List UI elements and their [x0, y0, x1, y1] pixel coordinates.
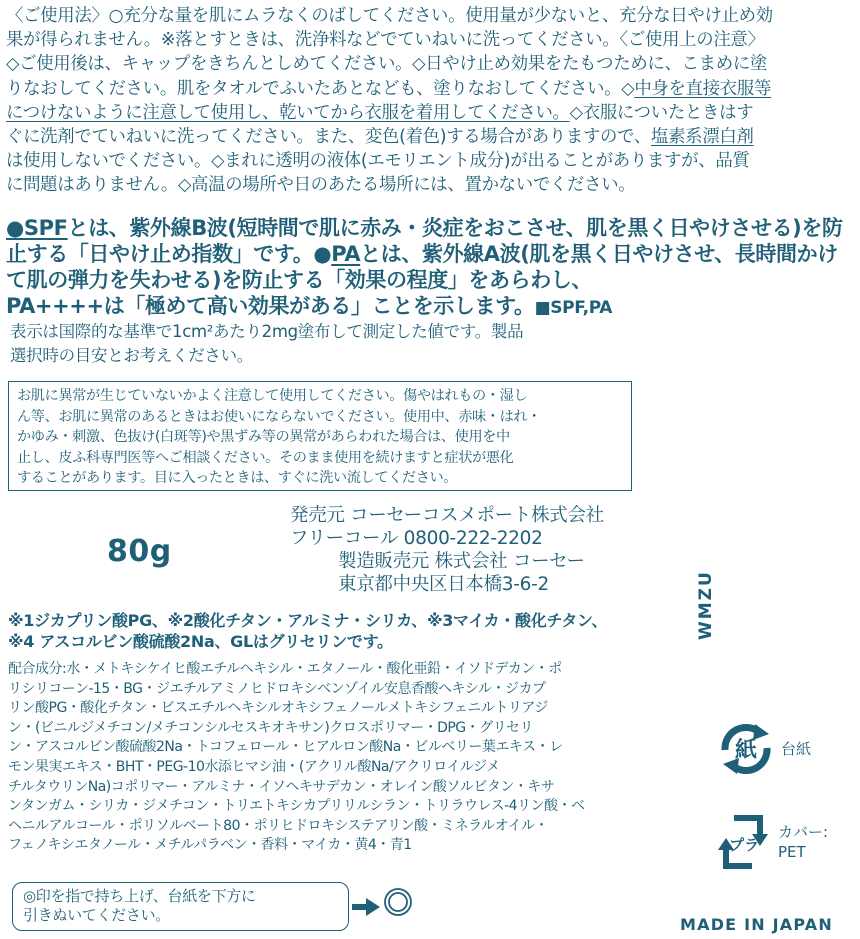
paper-mark-glyph: 紙: [734, 738, 758, 763]
paper-recycle-mark: [715, 720, 811, 778]
caution-line: することがあります。目に入ったときは、すぐに洗い流してください。: [17, 470, 458, 487]
caution-line: お肌に異常が生じていないかよく注意して使用してください。傷やはれもの・湿し: [17, 388, 528, 404]
usage-underlined-text: 塩素系漂白剤: [650, 127, 754, 148]
made-in-label: MADE IN JAPAN: [680, 915, 833, 934]
usage-line: ◇ご使用後は、キャップをきちんとしめてください。◇日やけ止め効果をたもつために、こまめに塗: [6, 54, 768, 75]
ingredients-line: ン・(ビニルジメチコン/メチコンシルセスキオキサン)クロスポリマー・DPG・グリセリ: [8, 719, 533, 736]
maker-line: 製造販売元 株式会社 コーセー: [338, 551, 585, 572]
ingredients-line: モン果実エキス・BHT・PEG-10水添ヒマシ油・(アクリル酸Na/アクリロイルジメ: [8, 758, 500, 775]
measurement-note: [10, 320, 650, 368]
note-line: 選択時の目安とお考えください。: [10, 346, 254, 365]
double-circle-icon[interactable]: [383, 887, 413, 917]
plastic-recycle-label: [778, 822, 828, 862]
footnote: [8, 610, 658, 652]
pull-instruction-line: 引きぬいてください。: [23, 906, 171, 924]
spf-text: とは、紫外線B波(短時間で肌に赤み・炎症をおこさせ、肌を黒く日やけさせる)を防: [67, 216, 843, 240]
plastic-recycle-mark: [712, 810, 828, 874]
usage-line: [6, 101, 854, 125]
ingredients-line: ンタンガム・シリカ・ジメチコン・トリエトキシカプリリルシラン・トリラウレス-4リン酸・ベ: [8, 798, 585, 815]
plastic-mark-glyph: プラ: [728, 836, 760, 854]
ingredients-line: リシリコーン-15・BG・ジエチルアミノヒドロキシベンゾイル安息香酸ヘキシル・ジカプ: [8, 680, 546, 697]
pull-instruction-box: [12, 882, 349, 931]
footnote-line: ※4 アスコルビン酸硫酸2Na、GLはグリセリンです。: [8, 632, 393, 651]
pull-instruction-line: ◎印を指で持ち上げ、台紙を下方に: [23, 887, 256, 905]
plastic-label-line: カバー:: [778, 823, 829, 841]
caution-line: 止し、皮ふ科専門医等へご相談ください。そのまま使用を続けますと症状が悪化: [17, 449, 514, 466]
caution-line: ん等、お肌に異常のあるときはお使いにならないでください。使用中、赤味・はれ・: [17, 408, 541, 425]
ingredients-line: 配合成分:水・メトキシケイヒ酸エチルヘキシル・エタノール・酸化亜鉛・イソドデカン・ポ: [8, 661, 562, 677]
caution-box: [8, 381, 632, 491]
footnote-line: ※1ジカプリン酸PG、※2酸化チタン・アルミナ・シリカ、※3マイカ・酸化チタン、: [8, 611, 608, 630]
ingredients-line: チルタウリンNa)コポリマー・アルミナ・イソヘキサデカン・オレイン酸ソルビタン・キサ: [8, 778, 555, 795]
usage-text: ぐに洗剤でていねいに洗ってください。また、変色(着色)する場合がありますので、: [6, 127, 651, 148]
usage-line: は使用しないでください。◇まれに透明の液体(エモリエント成分)が出ることがありますが、品質: [6, 151, 750, 172]
paper-recycle-label: 台紙: [781, 740, 812, 758]
usage-underlined-text: 中身を直接衣服等: [634, 78, 772, 99]
caution-line: かゆみ・刺激、色抜け(白斑等)や黒ずみ等の異常があらわれた場合は、使用を中: [17, 429, 510, 446]
freecall-line: フリーコール 0800-222-2202: [290, 528, 543, 549]
paper-recycle-icon: [715, 720, 777, 778]
pa-term: PA: [331, 242, 361, 266]
company-info: [290, 504, 640, 596]
address-line: 東京都中央区日本橋3-6-2: [338, 574, 549, 595]
plastic-label-line: PET: [778, 843, 806, 861]
spf-text: 止する「日やけ止め指数」です。●: [6, 242, 332, 266]
plastic-recycle-icon: [712, 810, 774, 874]
usage-instructions: [6, 4, 854, 198]
spf-text: とは、紫外線A波(肌を黒く日やけさせ、長時間かけ: [360, 242, 838, 266]
usage-text: りなおしてください。肌をタオルでふいたあとなども、塗りなおしてください。◇: [6, 78, 635, 99]
net-weight: 80g: [107, 534, 172, 569]
ingredients-list: [8, 660, 644, 856]
spf-pa-explanation: [6, 215, 854, 321]
usage-line: [6, 125, 854, 149]
usage-line: 〈ご使用法〉○充分な量を肌にムラなくのばしてください。使用量が少ないと、充分な日やけ止め効: [6, 6, 773, 26]
ingredients-line: フェノキシエタノール・メチルパラベン・香料・マイカ・黄4・青1: [8, 837, 412, 854]
ingredients-line: ン・アスコルビン酸硫酸2Na・トコフェロール・ヒアルロン酸Na・ビルベリー葉エキス・レ: [8, 739, 563, 756]
usage-line: に問題はありません。◇高温の場所や日のあたる場所には、置かないでください。: [6, 175, 636, 196]
spf-line: [6, 293, 854, 321]
spf-note-lead: ■SPF,PA: [534, 298, 612, 318]
ingredients-line: リン酸PG・酸化チタン・ビスエチルヘキシルオキシフェノールメトキシフェニルトリアジ: [8, 700, 548, 717]
right-arrow-icon: [352, 898, 380, 916]
lot-code: WMZU: [696, 570, 716, 640]
spf-term: ●SPF: [6, 216, 68, 240]
seller-line: 発売元 コーセーコスメポート株式会社: [290, 505, 604, 526]
usage-text: ◇衣服についたときはす: [569, 102, 754, 123]
usage-line: 果が得られません。※落とすときは、洗浄料などでていねいに洗ってください。〈ご使用上の注意〉: [6, 30, 765, 51]
spf-text: PA++++は「極めて高い効果がある」ことを示します。: [6, 294, 535, 318]
usage-line: [6, 77, 854, 101]
note-line: 表示は国際的な基準で1cm²あたり2mg塗布して測定した値です。製品: [10, 322, 524, 341]
spf-line: [6, 215, 854, 241]
spf-line: [6, 241, 854, 267]
spf-line: て肌の弾力を失わせる)を防止する「効果の程度」をあらわし、: [6, 268, 592, 292]
ingredients-line: ヘニルアルコール・ポリソルベート80・ポリヒドロキシステアリン酸・ミネラルオイル・: [8, 817, 548, 834]
usage-underlined-text: につけないように注意して使用し、乾いてから衣服を着用してください。: [6, 102, 570, 123]
